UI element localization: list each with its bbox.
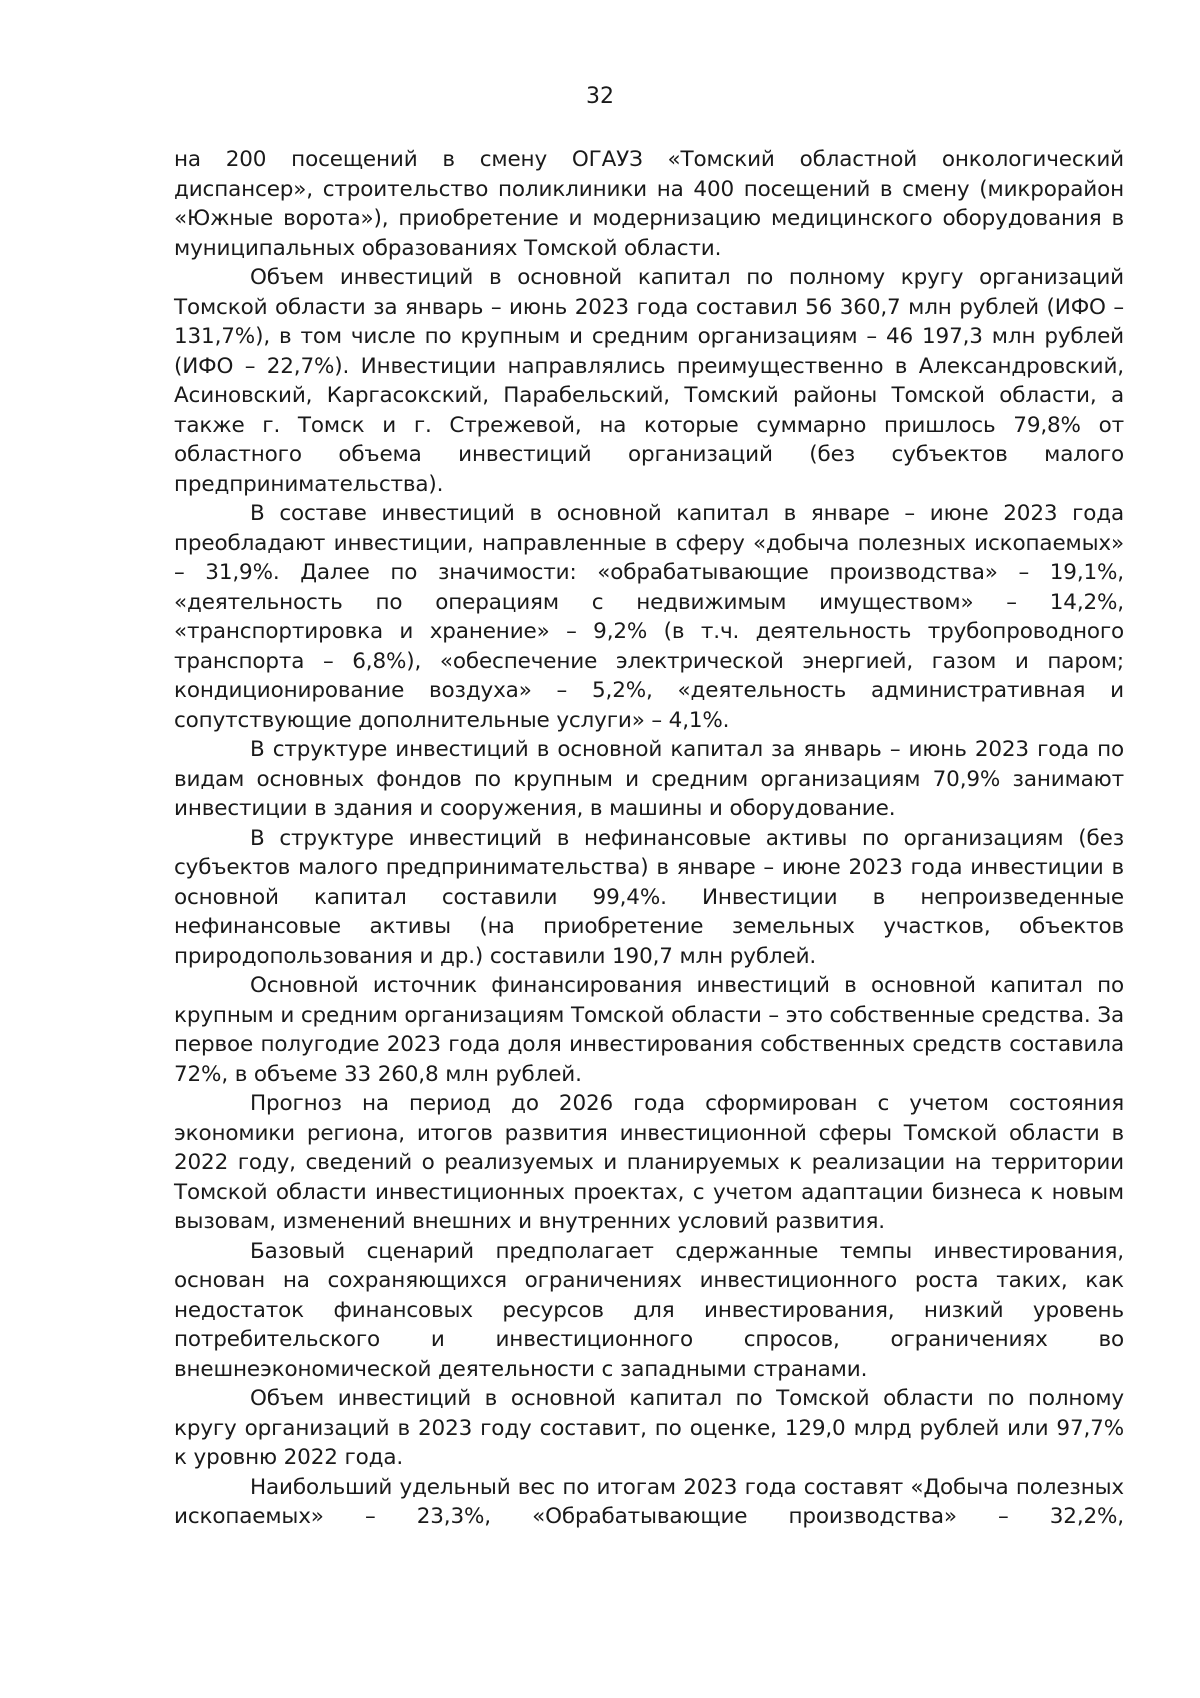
paragraph-base-scenario: Базовый сценарий предполагает сдержанные темпы инвестирования, основан на сохраняющихся ограничениях инвестиционного роста таких, как недостаток финансовых ресурсов для инвестирования, низкий уровень потребительского и инвестиционного спросов, ограничениях во внешнеэкономической деятельности с западными странами. [174, 1238, 1124, 1382]
paragraph-largest-share: Наибольший удельный вес по итогам 2023 года составят «Добыча полезных ископаемых» – 23,3%, «Обрабатывающие производства» – 32,2%, [174, 1474, 1124, 1529]
paragraph-2023-estimate: Объем инвестиций в основной капитал по Томской области по полному кругу организаций в 2023 году составит, по оценке, 129,0 млрд рублей или 97,7% к уровню 2022 года. [174, 1386, 1124, 1470]
paragraph-funding-source: Основной источник финансирования инвестиций в основной капитал по крупным и средним организациям Томской области – это собственные средства. За первое полугодие 2023 года доля инвестирования собственных средств составила 72%, в объеме 33 260,8 млн рублей. [174, 973, 1124, 1087]
paragraph-investment-volume: Объем инвестиций в основной капитал по полному кругу организаций Томской области за январь – июнь 2023 года составил 56 360,7 млн рублей (ИФО – 131,7%), в том числе по крупным и средним организациям – 46 197,3 млн рублей (ИФО – 22,7%). Инвестиции направлялись преимущественно в Александровский, Асиновский, Каргасокский, Парабельский, Томский районы Томской области, а также г. Томск и г. Стрежевой, на которые суммарно пришлось 79,8% от областного объема инвестиций организаций (без субъектов малого предпринимательства). [174, 265, 1124, 497]
paragraph-investment-composition: В составе инвестиций в основной капитал в январе – июне 2023 года преобладают инвестиции, направленные в сферу «добыча полезных ископаемых» – 31,9%. Далее по значимости: «обрабатывающие производства» – 19,1%, «деятельность по операциям с недвижимым имуществом» – 14,2%, «транспортировка и хранение» – 9,2% (в т.ч. деятельность трубопроводного транспорта – 6,8%), «обеспечение электрической энергией, газом и паром; кондиционирование воздуха» – 5,2%, «деятельность административная и сопутствующие дополнительные услуги» – 4,1%. [174, 501, 1124, 733]
page-number: 32 [586, 84, 614, 109]
paragraph-forecast: Прогноз на период до 2026 года сформирован с учетом состояния экономики региона, итогов развития инвестиционной сферы Томской области в 2022 году, сведений о реализуемых и планируемых к реализации на территории Томской области инвестиционных проектах, с учетом адаптации бизнеса к новым вызовам, изменений внешних и внутренних условий развития. [174, 1091, 1124, 1234]
document-body [174, 145, 1124, 1532]
paragraph-fixed-assets-structure: В структуре инвестиций в основной капитал за январь – июнь 2023 года по видам основных фондов по крупным и средним организациям 70,9% занимают инвестиции в здания и сооружения, в машины и оборудование. [174, 737, 1124, 821]
paragraph-continuation: на 200 посещений в смену ОГАУЗ «Томский областной онкологический диспансер», строительство поликлиники на 400 посещений в смену (микрорайон «Южные ворота»), приобретение и модернизацию медицинского оборудования в муниципальных образованиях Томской области. [174, 147, 1124, 261]
paragraph-nonfinancial-assets: В структуре инвестиций в нефинансовые активы по организациям (без субъектов малого предпринимательства) в январе – июне 2023 года инвестиции в основной капитал составили 99,4%. Инвестиции в непроизведенные нефинансовые активы (на приобретение земельных участков, объектов природопользования и др.) составили 190,7 млн рублей. [174, 825, 1124, 969]
